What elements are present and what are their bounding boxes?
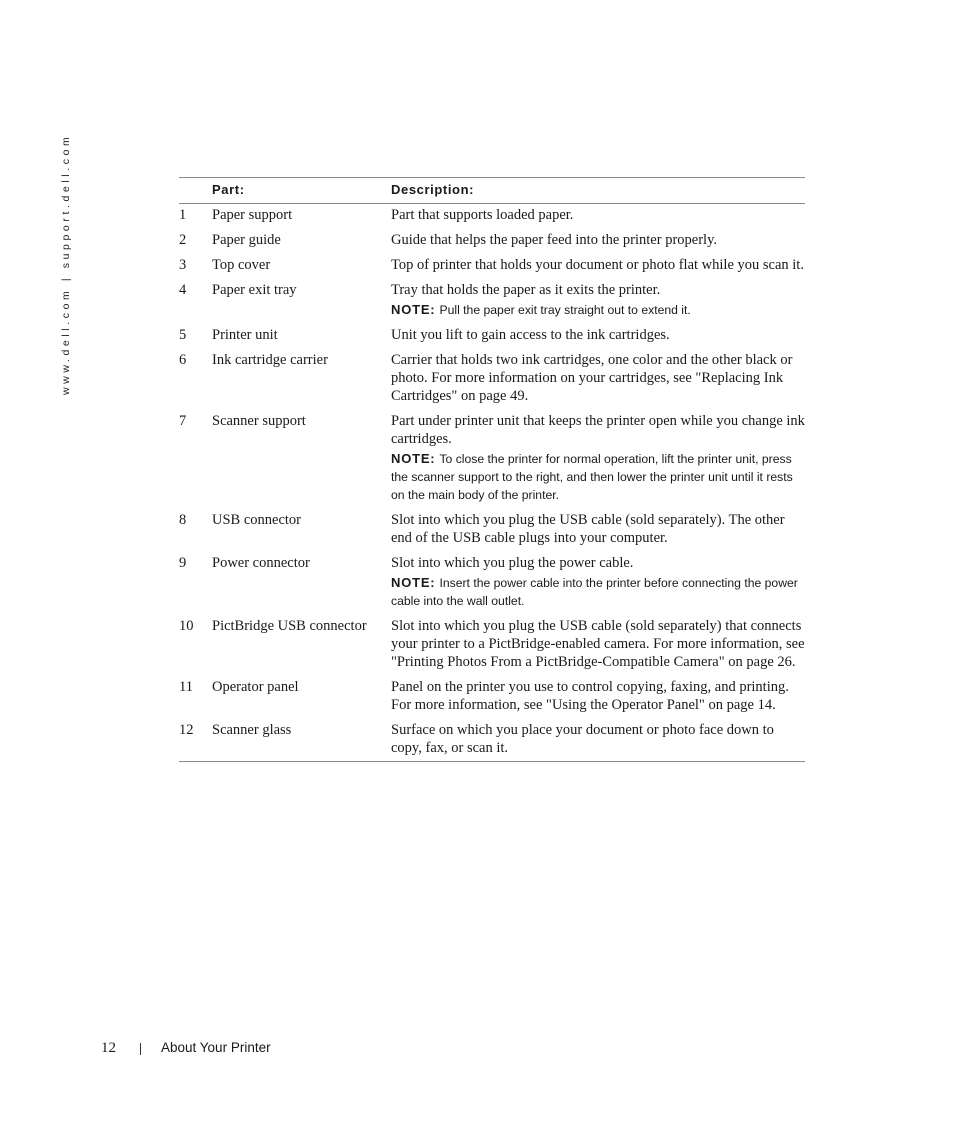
- part-description: Tray that holds the paper as it exits the printer.: [391, 282, 661, 298]
- footer-separator: [140, 1043, 141, 1055]
- part-name: Paper exit tray: [212, 282, 297, 298]
- part-name: Top cover: [212, 257, 271, 273]
- table-row: [179, 509, 805, 552]
- part-description-cell: [391, 615, 805, 676]
- part-description-cell: [391, 410, 805, 509]
- part-description-cell: [391, 254, 805, 279]
- note-text: Pull the paper exit tray straight out to extend it.: [439, 303, 691, 317]
- row-number: 11: [179, 679, 193, 695]
- part-name: PictBridge USB connector: [212, 618, 367, 634]
- row-number: 6: [179, 352, 187, 368]
- note-label: NOTE:: [391, 575, 436, 590]
- table-row: [179, 552, 805, 615]
- table-row: [179, 229, 805, 254]
- part-description-cell: [391, 324, 805, 349]
- part-description-cell: [391, 676, 805, 719]
- part-description-cell: [391, 349, 805, 410]
- table-row: [179, 349, 805, 410]
- row-number: 5: [179, 327, 187, 343]
- part-name: Ink cartridge carrier: [212, 352, 328, 368]
- table-row: [179, 719, 805, 762]
- table-row: [179, 676, 805, 719]
- note: [391, 301, 805, 319]
- note-label: NOTE:: [391, 451, 436, 466]
- table-row: [179, 324, 805, 349]
- part-description: Slot into which you plug the power cable.: [391, 555, 634, 571]
- part-description-cell: [391, 719, 805, 762]
- note: [391, 574, 805, 610]
- part-description-cell: [391, 279, 805, 324]
- part-description: Slot into which you plug the USB cable (sold separately). The other end of the USB cable plugs into your computer.: [391, 512, 785, 546]
- page-number: 12: [101, 1040, 116, 1056]
- header-part: Part:: [212, 178, 391, 204]
- row-number: 10: [179, 618, 194, 634]
- part-description: Carrier that holds two ink cartridges, one color and the other black or photo. For more information on your cartridges, see "Replacing Ink Cartridges" on page 49.: [391, 352, 793, 404]
- table-row: [179, 254, 805, 279]
- part-description: Surface on which you place your document or photo face down to copy, fax, or scan it.: [391, 722, 774, 756]
- table-row: [179, 204, 805, 230]
- table-row: [179, 410, 805, 509]
- part-name: Paper guide: [212, 232, 281, 248]
- table-header-row: [179, 178, 805, 204]
- table-row: [179, 615, 805, 676]
- part-description-cell: [391, 204, 805, 230]
- footer-title: About Your Printer: [161, 1040, 271, 1055]
- part-name: Paper support: [212, 207, 293, 223]
- note-text: Insert the power cable into the printer before connecting the power cable into the wall outlet.: [391, 576, 798, 608]
- row-number: 1: [179, 207, 187, 223]
- part-name: Printer unit: [212, 327, 278, 343]
- part-description: Part under printer unit that keeps the printer open while you change ink cartridges.: [391, 413, 805, 447]
- row-number: 4: [179, 282, 187, 298]
- side-url-text: www.dell.com | support.dell.com: [60, 133, 72, 395]
- row-number: 12: [179, 719, 212, 762]
- table-row: [179, 279, 805, 324]
- part-name: Power connector: [212, 555, 310, 571]
- part-description: Unit you lift to gain access to the ink cartridges.: [391, 327, 670, 343]
- part-name: Scanner glass: [212, 719, 391, 762]
- part-description: Slot into which you plug the USB cable (sold separately) that connects your printer to a PictBridge-enabled camera. For more information, see "Printing Photos From a PictBridge-Compatible Camera" on page 26.: [391, 618, 805, 670]
- row-number: 2: [179, 232, 187, 248]
- part-description-cell: [391, 229, 805, 254]
- header-num: [179, 178, 212, 204]
- part-description: Panel on the printer you use to control copying, faxing, and printing. For more information, see "Using the Operator Panel" on page 14.: [391, 679, 789, 713]
- note-text: To close the printer for normal operation, lift the printer unit, press the scanner support to the right, and then lower the printer unit until it rests on the main body of the printer.: [391, 452, 793, 502]
- row-number: 8: [179, 512, 187, 528]
- part-description: Guide that helps the paper feed into the printer properly.: [391, 232, 718, 248]
- row-number: 3: [179, 257, 187, 273]
- row-number: 9: [179, 555, 187, 571]
- header-description: Description:: [391, 178, 805, 204]
- parts-table: [179, 177, 805, 762]
- part-description: Top of printer that holds your document or photo flat while you scan it.: [391, 257, 804, 273]
- part-description: Part that supports loaded paper.: [391, 207, 574, 223]
- part-name: USB connector: [212, 512, 301, 528]
- note: [391, 450, 805, 504]
- row-number: 7: [179, 413, 187, 429]
- part-name: Scanner support: [212, 413, 306, 429]
- part-description-cell: [391, 552, 805, 615]
- part-description-cell: [391, 509, 805, 552]
- part-name: Operator panel: [212, 679, 299, 695]
- note-label: NOTE:: [391, 302, 436, 317]
